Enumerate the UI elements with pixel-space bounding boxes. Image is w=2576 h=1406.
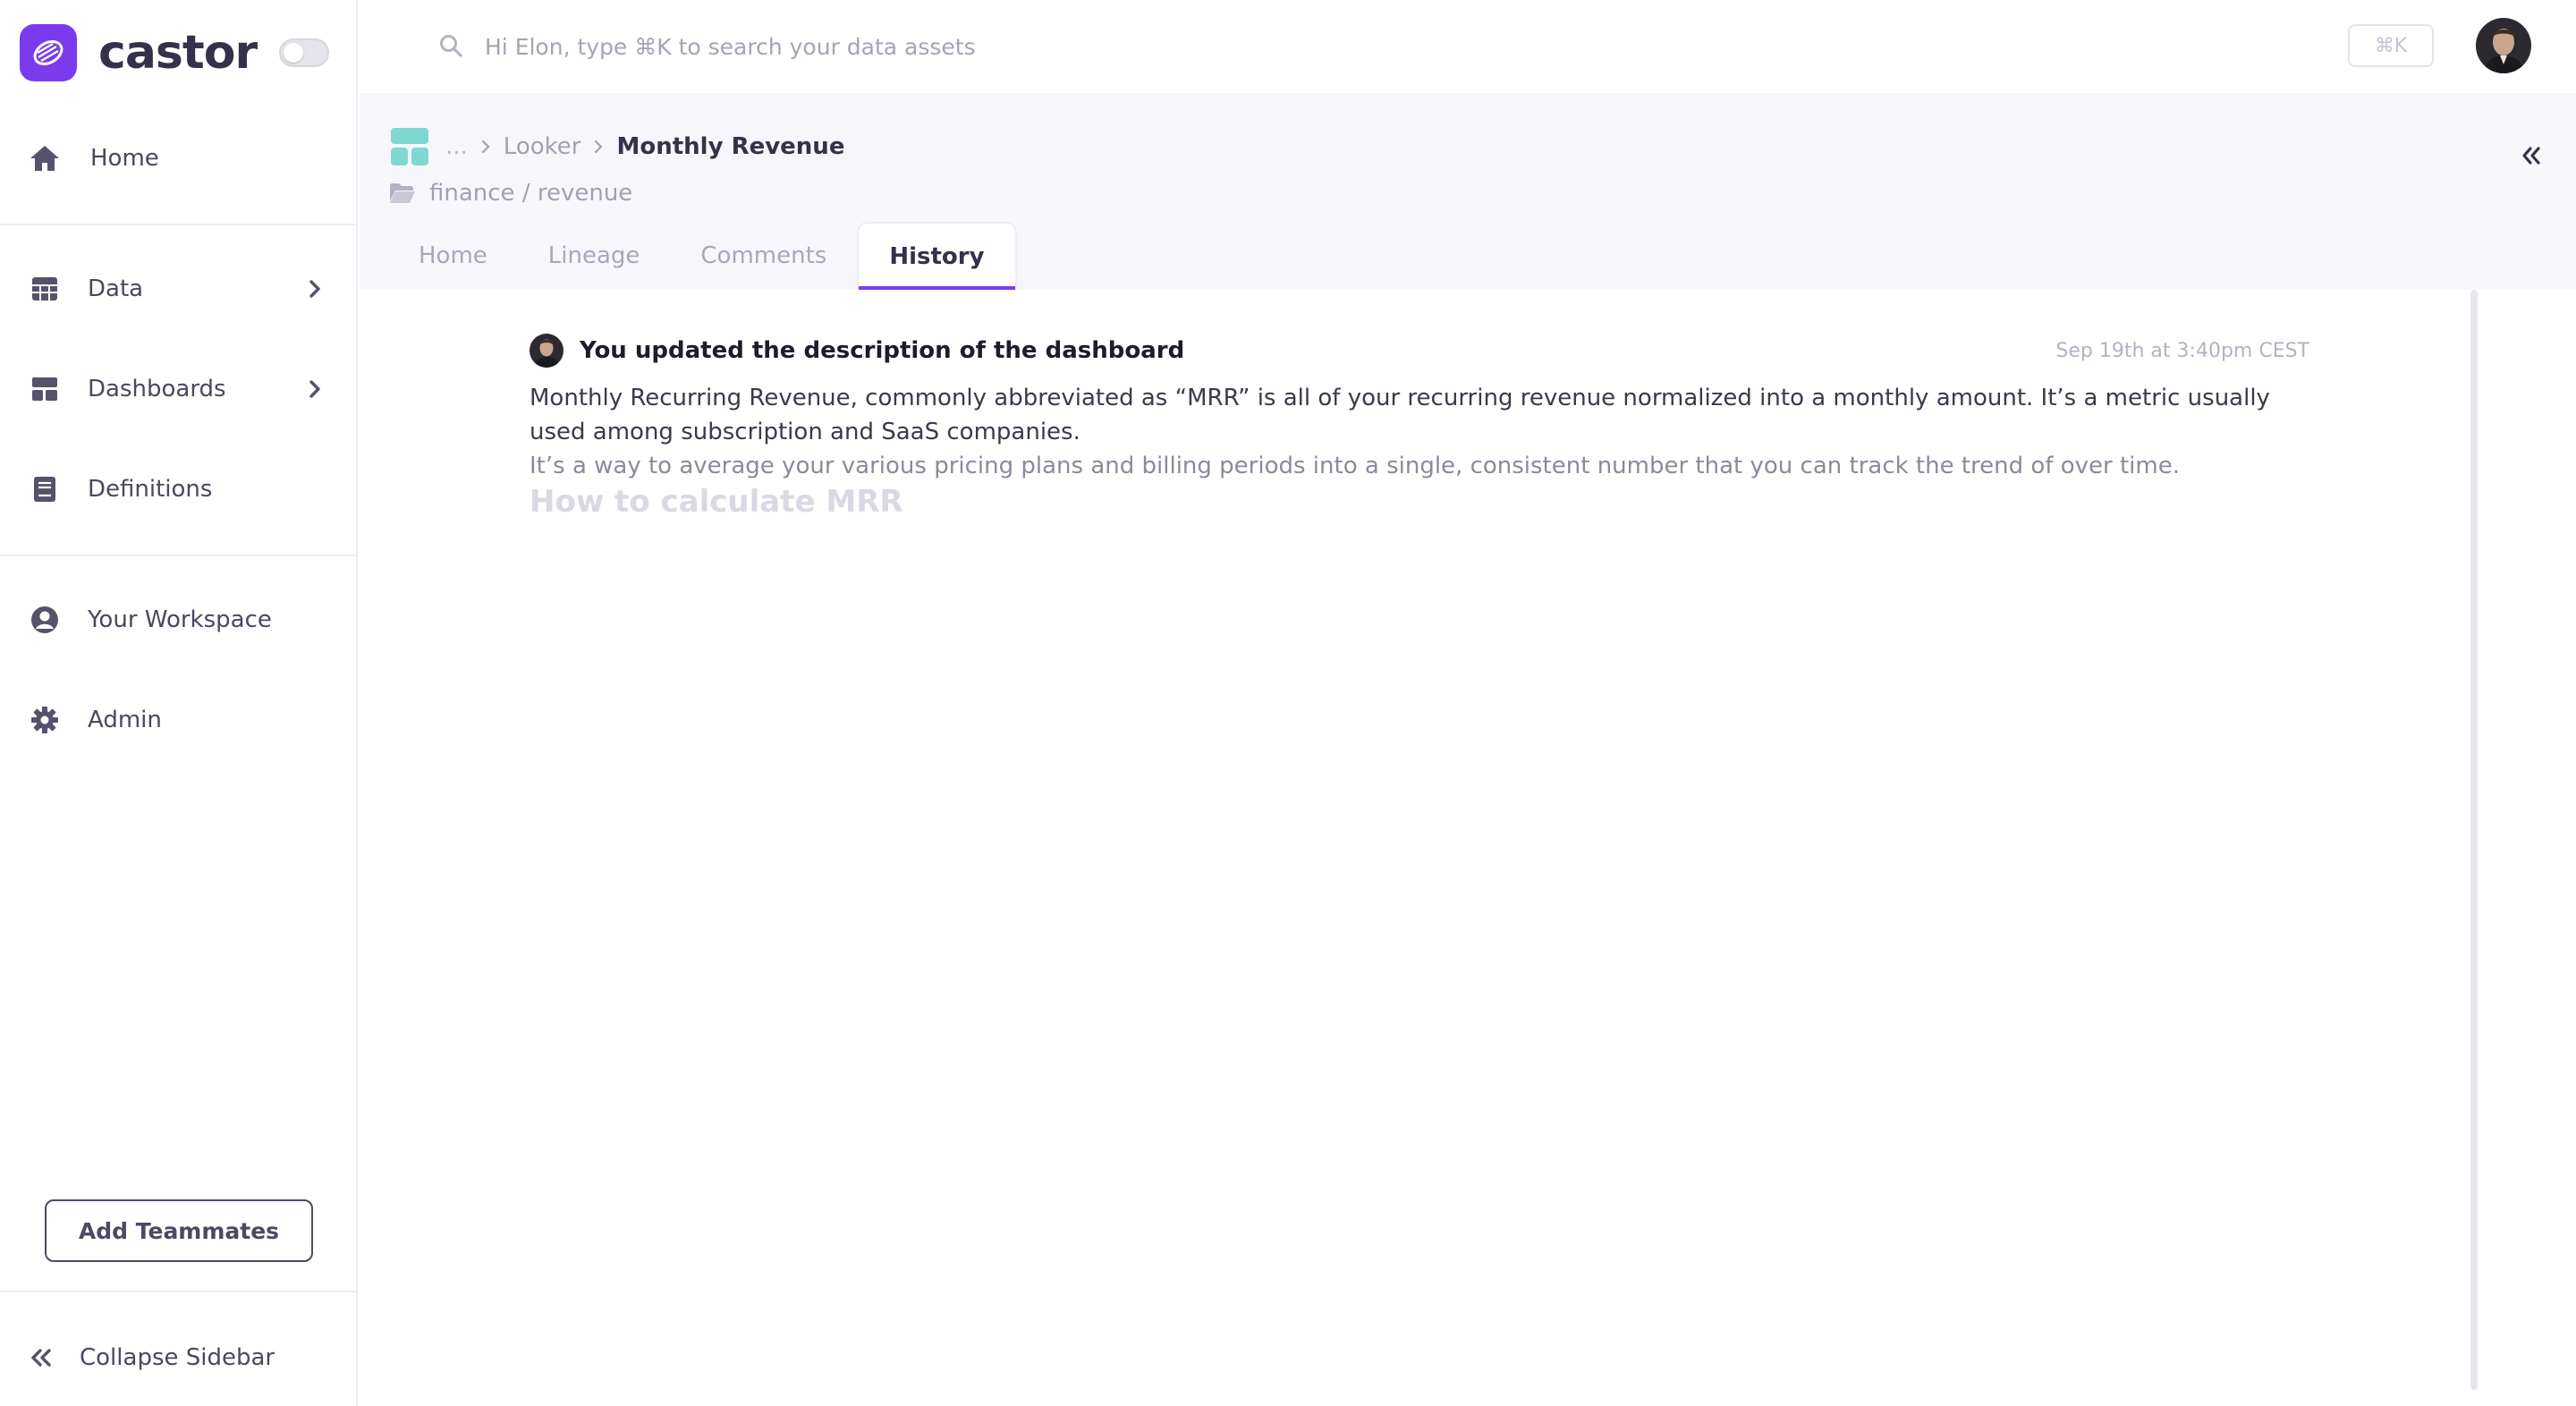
collapse-panel-button[interactable]	[2512, 138, 2551, 174]
breadcrumb-link-looker[interactable]: Looker	[503, 133, 581, 160]
gear-icon	[29, 704, 61, 736]
chevrons-left-icon	[27, 1343, 55, 1372]
history-entry	[530, 333, 2309, 521]
user-circle-icon	[29, 604, 61, 636]
history-entry-timestamp: Sep 19th at 3:40pm CEST	[2055, 340, 2309, 362]
search-icon	[435, 30, 467, 62]
sidebar-item-data[interactable]	[0, 253, 358, 325]
folder-path[interactable]: finance / revenue	[429, 180, 633, 207]
tab-history[interactable]: History	[857, 222, 1016, 290]
tab-bar	[388, 222, 1017, 290]
sidebar-item-workspace[interactable]	[0, 584, 358, 656]
home-icon	[29, 142, 61, 174]
theme-toggle[interactable]	[279, 38, 329, 67]
sidebar-divider	[0, 1291, 358, 1292]
sidebar-item-home[interactable]	[0, 123, 358, 194]
folder-path-row	[388, 175, 632, 211]
tab-lineage[interactable]: Lineage	[518, 222, 671, 290]
dashboard-icon	[390, 127, 429, 166]
book-icon	[29, 473, 61, 505]
dashboard-icon	[29, 373, 61, 405]
asset-header	[360, 93, 2576, 290]
breadcrumb	[445, 131, 844, 163]
description-paragraph: Monthly Recurring Revenue, commonly abbreviated as “MRR” is all of your recurring revenue normalized into a monthly amount. It’s a metric usually used among subscription and SaaS companies.	[530, 385, 2270, 445]
folder-open-icon	[388, 182, 417, 205]
sidebar-item-admin[interactable]	[0, 684, 358, 756]
sidebar-item-definitions[interactable]	[0, 453, 358, 525]
chevron-right-icon	[304, 378, 326, 400]
sidebar-divider	[0, 224, 358, 225]
history-entry-title: You updated the description of the dashboard	[580, 337, 1185, 364]
chevron-right-icon	[593, 139, 604, 155]
history-entry-header	[530, 333, 2309, 368]
chevron-right-icon	[304, 278, 326, 300]
user-avatar[interactable]	[2476, 18, 2531, 73]
sidebar-item-dashboards[interactable]	[0, 353, 358, 425]
logo-row	[20, 23, 338, 82]
chevrons-left-icon	[2520, 145, 2543, 166]
search-input[interactable]	[485, 20, 2095, 73]
sidebar-item-label: Home	[90, 145, 159, 172]
search-shortcut-badge: ⌘K	[2348, 24, 2434, 67]
description-heading: How to calculate MRR	[530, 484, 903, 520]
table-icon	[29, 273, 61, 305]
sidebar-item-label: Dashboards	[88, 376, 226, 402]
avatar	[530, 334, 564, 368]
scrollbar[interactable]	[2470, 290, 2478, 1390]
breadcrumb-ellipsis[interactable]: ...	[445, 133, 468, 160]
sidebar-item-label: Admin	[88, 707, 162, 733]
sidebar-item-label: Definitions	[88, 476, 213, 503]
description-paragraph: It’s a way to average your various pricing plans and billing periods into a single, consistent number that you can track the trend of over time.	[530, 453, 2180, 479]
top-bar	[360, 0, 2576, 93]
sidebar-divider	[0, 555, 358, 556]
collapse-sidebar-label: Collapse Sidebar	[80, 1344, 275, 1371]
sidebar-item-label: Your Workspace	[88, 606, 272, 633]
sidebar-item-label: Data	[88, 275, 144, 302]
sidebar	[0, 0, 358, 1406]
history-panel	[360, 290, 2576, 1406]
tab-comments[interactable]: Comments	[670, 222, 857, 290]
tab-home[interactable]: Home	[388, 222, 518, 290]
add-teammates-button[interactable]: Add Teammates	[45, 1199, 313, 1262]
collapse-sidebar-button[interactable]	[0, 1322, 358, 1393]
history-entry-description	[530, 381, 2309, 521]
castor-logo-icon[interactable]	[20, 24, 77, 81]
chevron-right-icon	[480, 139, 491, 155]
logo-text: castor	[98, 26, 258, 80]
page-title: Monthly Revenue	[616, 133, 845, 160]
